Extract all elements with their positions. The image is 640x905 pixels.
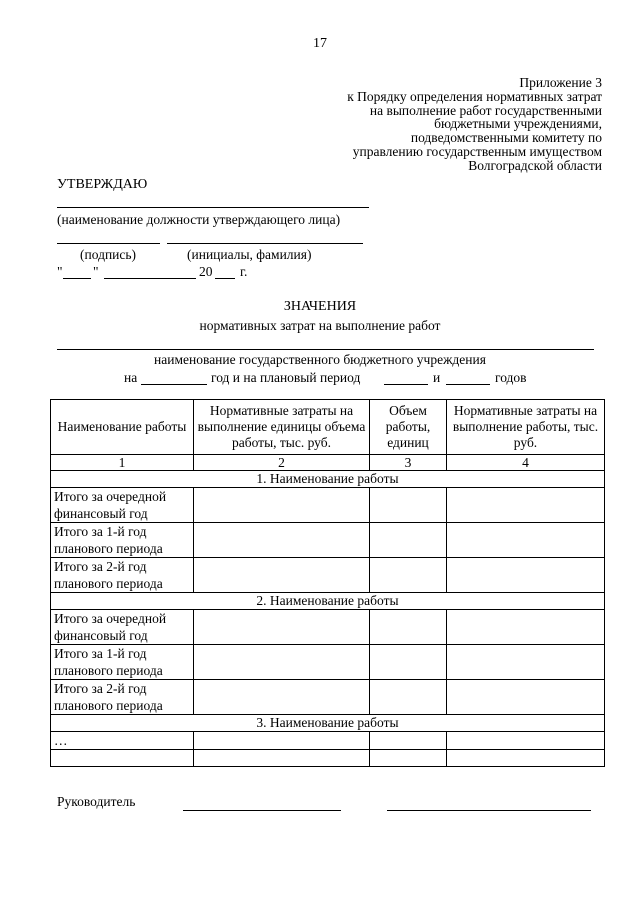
- table-row: [51, 680, 605, 715]
- period-middle: год и на плановый период: [211, 370, 361, 385]
- row-label: Итого за 1-й год планового периода: [51, 645, 194, 680]
- table-row: [51, 610, 605, 645]
- table-cell: [194, 645, 370, 680]
- table-cell: [447, 732, 605, 750]
- table-cell: [370, 680, 447, 715]
- table-cell: [194, 558, 370, 593]
- section-row: [51, 593, 605, 610]
- section-title: 3. Наименование работы: [51, 715, 605, 732]
- date-year: 20: [199, 264, 213, 279]
- date-quote-open: ": [57, 264, 63, 279]
- institution-line: [57, 349, 594, 350]
- table-cell: [370, 523, 447, 558]
- header-cell: Наименование работы: [51, 400, 194, 455]
- section-row: [51, 715, 605, 732]
- date-year-line: [215, 278, 235, 279]
- date-day-line: [63, 278, 91, 279]
- page-number: 17: [313, 36, 327, 51]
- table-cell: [447, 750, 605, 767]
- initials-caption: (инициалы, фамилия): [187, 247, 312, 262]
- section-title: 2. Наименование работы: [51, 593, 605, 610]
- section-row: [51, 471, 605, 488]
- header-cell: Объем работы, единиц: [370, 400, 447, 455]
- period-prefix: на: [124, 370, 138, 385]
- row-label: …: [51, 732, 194, 750]
- period-and: и: [433, 370, 441, 385]
- table-cell: [194, 750, 370, 767]
- table-cell: [370, 610, 447, 645]
- section-title: 1. Наименование работы: [51, 471, 605, 488]
- initials-line: [167, 243, 363, 244]
- column-number: 1: [51, 455, 194, 471]
- column-number: 2: [194, 455, 370, 471]
- appendix-line: управлению государственным имуществом: [352, 143, 602, 159]
- table-cell: [370, 488, 447, 523]
- table-row: [51, 750, 605, 767]
- signer-name-line: [387, 810, 591, 811]
- approval-heading: УТВЕРЖДАЮ: [57, 177, 148, 192]
- table-cell: [447, 523, 605, 558]
- header-row: [51, 400, 605, 455]
- header-cell: Нормативные затраты на выполнение работы, тыс. руб.: [447, 400, 605, 455]
- position-caption: (наименование должности утверждающего лица): [57, 212, 341, 227]
- table-cell: [370, 750, 447, 767]
- table-cell: [447, 558, 605, 593]
- period-plan2-line: [446, 384, 490, 385]
- institution-caption: наименование государственного бюджетного учреждения: [154, 352, 486, 367]
- period-year-line: [141, 384, 207, 385]
- table-row: [51, 732, 605, 750]
- appendix-line: Волгоградской области: [468, 157, 602, 173]
- document-subtitle: нормативных затрат на выполнение работ: [199, 318, 441, 333]
- table-cell: [370, 645, 447, 680]
- period-plan1-line: [384, 384, 428, 385]
- document-title: ЗНАЧЕНИЯ: [283, 299, 357, 314]
- column-number: 3: [370, 455, 447, 471]
- appendix-line: подведомственными комитету по: [410, 130, 602, 146]
- appendix-line: Приложение 3: [519, 75, 602, 90]
- table-cell: [447, 645, 605, 680]
- table-cell: [447, 488, 605, 523]
- table-cell: [370, 558, 447, 593]
- table-cell: [194, 680, 370, 715]
- row-label: [51, 750, 194, 767]
- row-label: Итого за очередной финансовый год: [51, 610, 194, 645]
- header-cell: Нормативные затраты на выполнение единицы объема работы, тыс. руб.: [194, 400, 370, 455]
- appendix-line: на выполнение работ государственными: [369, 102, 602, 118]
- table-row: [51, 558, 605, 593]
- table-row: [51, 488, 605, 523]
- appendix-line: к Порядку определения нормативных затрат: [347, 88, 602, 104]
- signature-line: [57, 243, 160, 244]
- signer-signature-line: [183, 810, 341, 811]
- period-suffix: годов: [495, 370, 527, 385]
- date-month-line: [104, 278, 196, 279]
- appendix-block: [300, 76, 602, 173]
- column-number-row: [51, 455, 605, 471]
- row-label: Итого за очередной финансовый год: [51, 488, 194, 523]
- appendix-line: бюджетными учреждениями,: [434, 116, 602, 132]
- table-row: [51, 645, 605, 680]
- table-cell: [370, 732, 447, 750]
- table-cell: [194, 488, 370, 523]
- table-cell: [194, 732, 370, 750]
- table-cell: [447, 680, 605, 715]
- signer-label: Руководитель: [57, 794, 136, 809]
- row-label: Итого за 2-й год планового периода: [51, 680, 194, 715]
- table-cell: [447, 610, 605, 645]
- row-label: Итого за 2-й год планового периода: [51, 558, 194, 593]
- table-row: [51, 523, 605, 558]
- date-suffix: г.: [240, 264, 248, 279]
- position-line: [57, 207, 369, 208]
- signature-caption: (подпись): [80, 247, 137, 262]
- table-cell: [194, 523, 370, 558]
- table-cell: [194, 610, 370, 645]
- costs-table: [50, 399, 605, 767]
- date-quote-close: ": [93, 264, 99, 279]
- column-number: 4: [447, 455, 605, 471]
- row-label: Итого за 1-й год планового периода: [51, 523, 194, 558]
